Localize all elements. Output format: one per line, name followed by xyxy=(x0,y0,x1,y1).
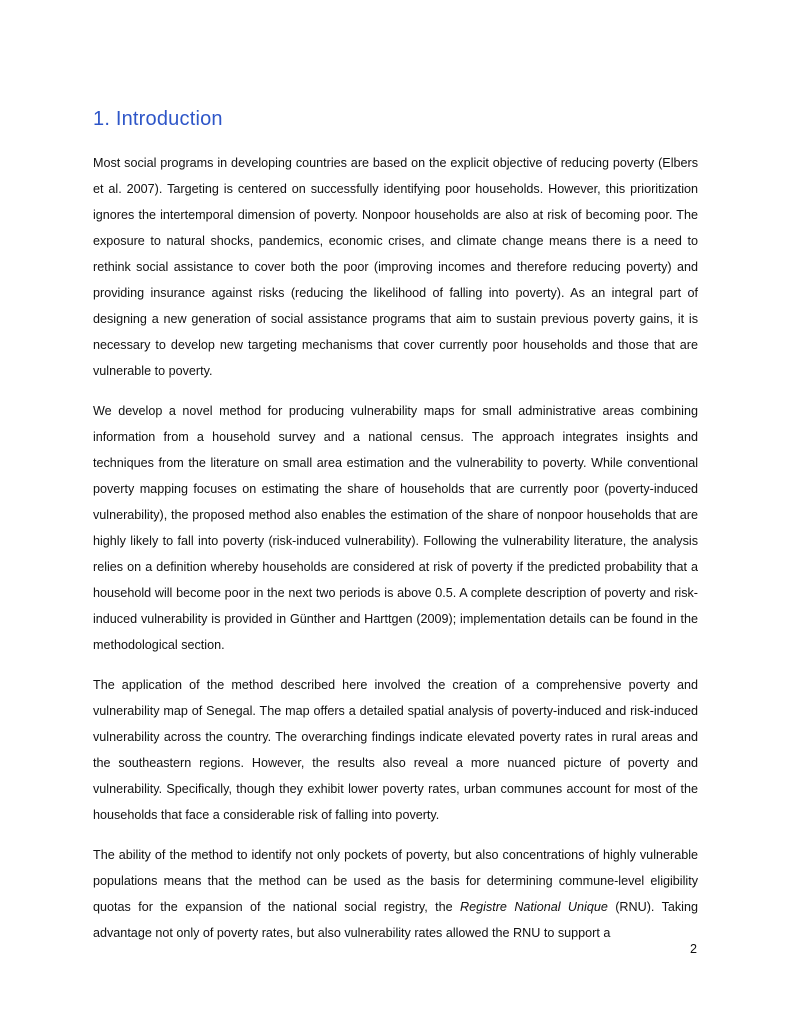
paragraph-4-text-start: The ability of the method to identify not only pockets of poverty, but also concentrations of highly vulnerable populations means that the method can be used as the basis for determining commune-level eligibility quotas for the expansion of the national social registry, the xyxy=(93,848,698,914)
section-heading: 1. Introduction xyxy=(93,108,223,130)
page-number: 2 xyxy=(689,942,697,956)
paragraph-4-text-end: (RNU). Taking advantage not only of poverty rates, but also vulnerability rates allowed the RNU to support a xyxy=(93,900,698,940)
paragraph-3: The application of the method described here involved the creation of a comprehensive poverty and vulnerability map of Senegal. The map offers a detailed spatial analysis of poverty-induced and risk-induced vulnerability across the country. The overarching findings indicate elevated poverty rates in rural areas and the southeastern regions. However, the results also reveal a more nuanced picture of poverty and vulnerability. Specifically, though they exhibit lower poverty rates, urban communes account for most of the households that face a considerable risk of falling into poverty. xyxy=(93,678,698,822)
registry-name-italic: Registre National Unique xyxy=(460,900,608,914)
paragraph-1: Most social programs in developing countries are based on the explicit objective of reducing poverty (Elbers et al. 2007). Targeting is centered on successfully identifying poor households. However, this prioritization ignores the intertemporal dimension of poverty. Nonpoor households are also at risk of becoming poor. The exposure to natural shocks, pandemics, economic crises, and climate change means there is a need to rethink social assistance to cover both the poor (improving incomes and therefore reducing poverty) and providing insurance against risks (reducing the likelihood of falling into poverty). As an integral part of designing a new generation of social assistance programs that aim to sustain previous poverty gains, it is necessary to develop new targeting mechanisms that cover currently poor households and those that are vulnerable to poverty. xyxy=(93,156,698,378)
paragraph-4 xyxy=(93,842,698,946)
paragraph-2: We develop a novel method for producing vulnerability maps for small administrative areas combining information from a household survey and a national census. The approach integrates insights and techniques from the literature on small area estimation and the vulnerability to poverty. While conventional poverty mapping focuses on estimating the share of households that are currently poor (poverty-induced vulnerability), the proposed method also enables the estimation of the share of nonpoor households that are highly likely to fall into poverty (risk-induced vulnerability). Following the vulnerability literature, the analysis relies on a definition whereby households are considered at risk of poverty if the predicted probability that a household will become poor in the next two periods is above 0.5. A complete description of poverty and risk-induced vulnerability is provided in Günther and Harttgen (2009); implementation details can be found in the methodological section. xyxy=(93,404,698,652)
body-text xyxy=(93,150,698,960)
